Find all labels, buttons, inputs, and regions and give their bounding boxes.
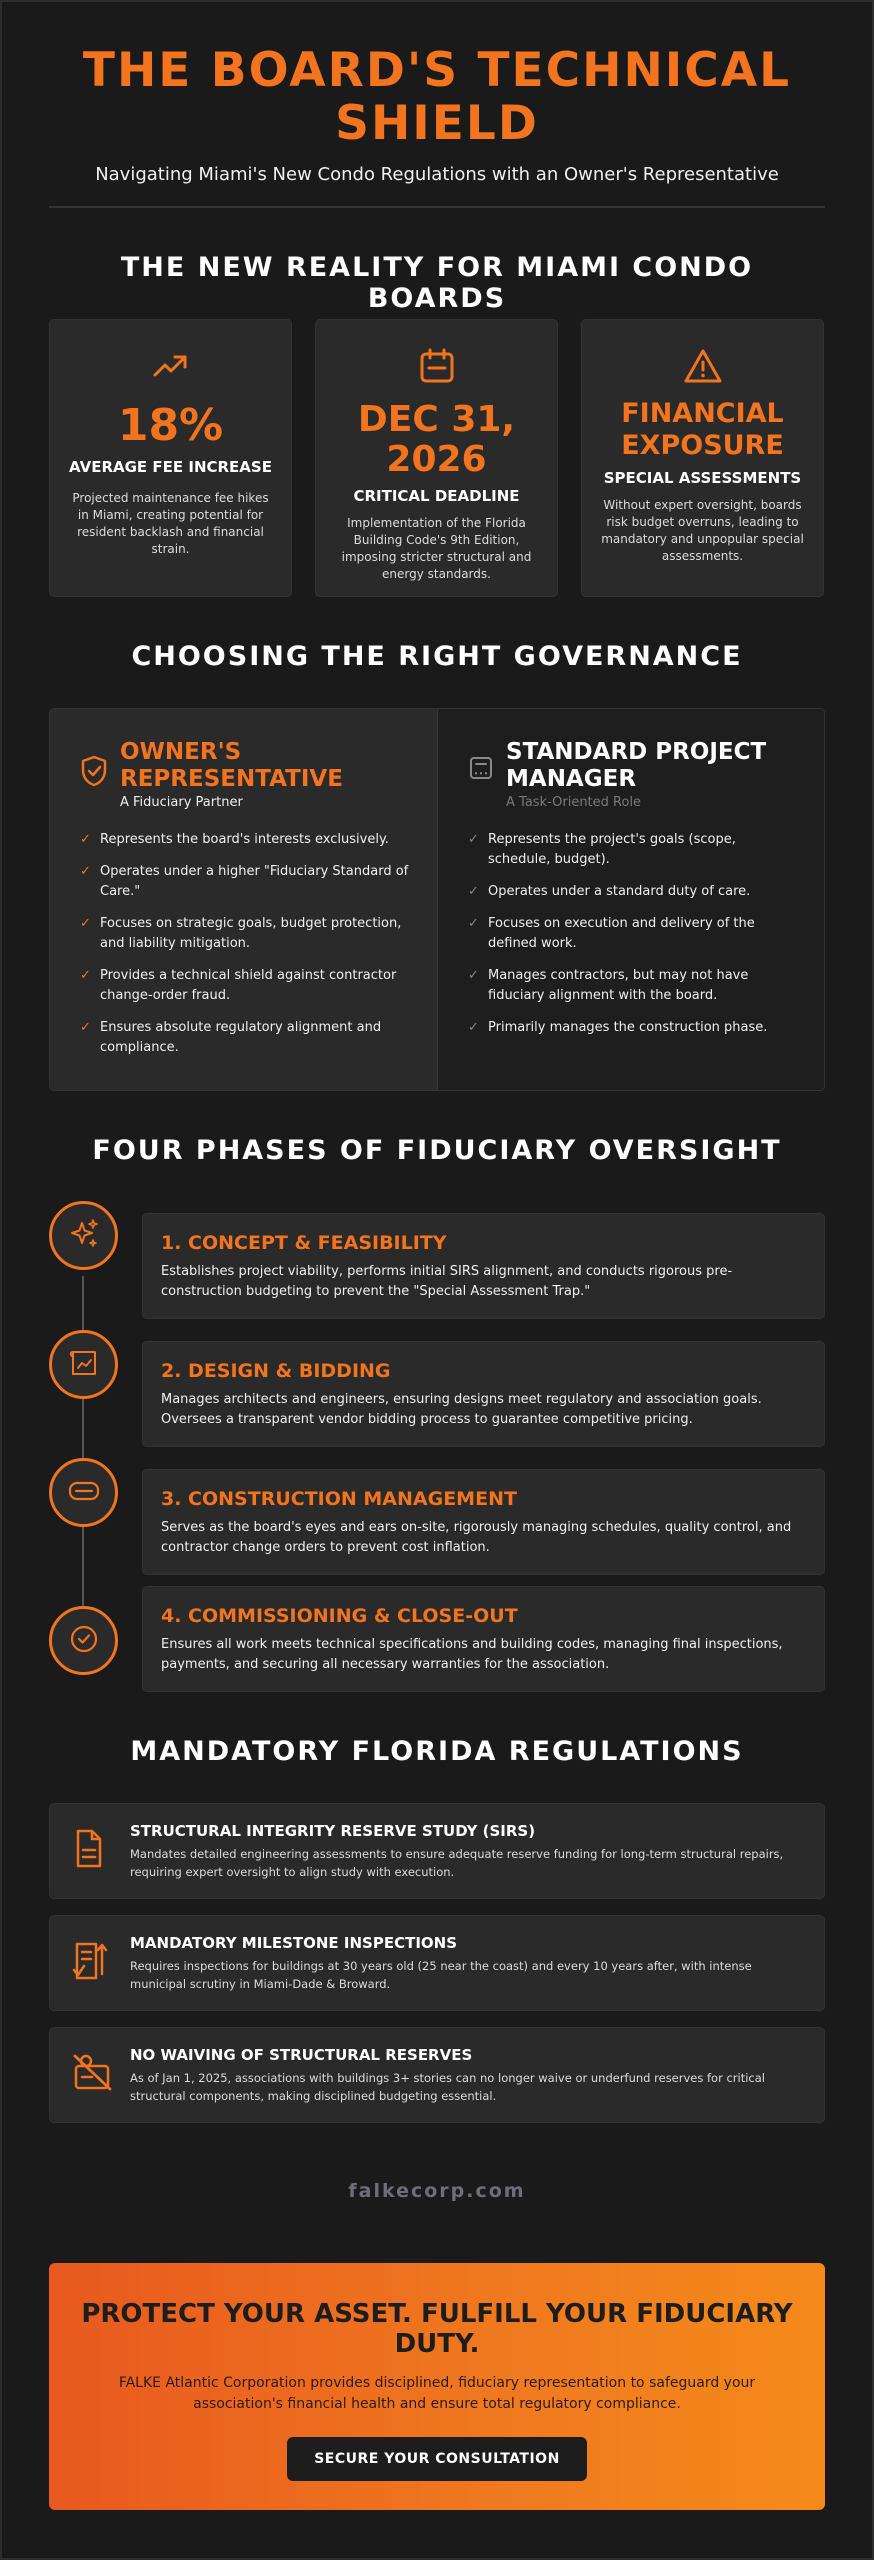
stat-value: DEC 31, 2026 — [357, 399, 516, 480]
owner-representative-column — [50, 709, 438, 1090]
stat-description: Implementation of the Florida Building Code's 9th Edition, imposing stricter structural and energy standards. — [341, 516, 532, 581]
governance-section-title: CHOOSING THE RIGHT GOVERNANCE — [131, 641, 743, 672]
hero — [49, 44, 825, 185]
list-item: ✓ Focuses on execution and delivery of the defined work. — [468, 914, 798, 954]
blueprint-icon — [68, 1348, 100, 1382]
phase-card-concept — [142, 1213, 825, 1319]
check-icon: ✓ — [468, 884, 479, 899]
check-icon: ✓ — [468, 832, 479, 847]
cta-banner — [49, 2263, 825, 2510]
inspection-checklist-icon — [72, 1940, 112, 1986]
secure-consultation-button[interactable]: SECURE YOUR CONSULTATION — [287, 2437, 587, 2481]
phase-title: 4. COMMISSIONING & CLOSE-OUT — [161, 1605, 518, 1627]
check-icon: ✓ — [80, 1020, 91, 1035]
regulation-card-reserves — [49, 2027, 825, 2123]
phase-description: Establishes project viability, performs initial SIRS alignment, and conducts rigorous pre-construction budgeting to prevent the "Special Assessment Trap." — [161, 1264, 733, 1299]
stat-card-fee-increase — [49, 319, 292, 597]
regulation-description: Requires inspections for buildings at 30 years old (25 near the coast) and every 10 years after, with intense municipal scrutiny in Miami-Dade & Broward. — [130, 1959, 752, 1991]
list-item: ✓ Primarily manages the construction phase. — [468, 1018, 798, 1038]
document-icon — [72, 1828, 106, 1874]
standard-pm-subtitle: A Task-Oriented Role — [506, 795, 642, 810]
list-item: ✓ Focuses on strategic goals, budget protection, and liability mitigation. — [80, 914, 409, 954]
regulation-description: Mandates detailed engineering assessments to ensure adequate reserve funding for long-term structural repairs, requiring expert oversight to align study with execution. — [130, 1847, 784, 1879]
list-item: ✓ Represents the board's interests exclusively. — [80, 830, 409, 850]
check-icon: ✓ — [80, 968, 91, 983]
check-icon: ✓ — [80, 916, 91, 931]
regulation-card-sirs — [49, 1803, 825, 1899]
regulation-title: MANDATORY MILESTONE INSPECTIONS — [130, 1934, 458, 1952]
regulation-title: NO WAIVING OF STRUCTURAL RESERVES — [130, 2046, 473, 2064]
stat-description: Projected maintenance fee hikes in Miami, creating potential for resident backlash and financial strain. — [72, 491, 269, 556]
sparkles-icon — [67, 1217, 101, 1255]
phase-description: Ensures all work meets technical specifications and building codes, managing final inspections, payments, and securing all necessary warranties for the association. — [161, 1637, 783, 1672]
check-icon: ✓ — [80, 832, 91, 847]
phase-title: 2. DESIGN & BIDDING — [161, 1360, 391, 1382]
clipboard-icon — [468, 739, 494, 785]
stat-label: SPECIAL ASSESSMENTS — [603, 469, 802, 487]
stat-card-financial-exposure — [581, 319, 824, 597]
warning-triangle-icon — [683, 348, 723, 388]
brand-link[interactable]: falkecorp.com — [348, 2180, 526, 2202]
governance-comparison — [49, 708, 825, 1091]
list-item: ✓ Represents the project's goals (scope, schedule, budget). — [468, 830, 798, 870]
calendar-icon — [418, 347, 456, 389]
page-subtitle: Navigating Miami's New Condo Regulations with an Owner's Representative — [95, 164, 779, 185]
shield-check-icon — [80, 739, 108, 791]
check-circle-icon — [69, 1624, 99, 1658]
regulations-section-title: MANDATORY FLORIDA REGULATIONS — [130, 1736, 744, 1767]
no-waiver-icon — [72, 2052, 114, 2096]
stat-value: 18% — [117, 400, 224, 451]
regulation-card-milestone — [49, 1915, 825, 2011]
stat-description: Without expert oversight, boards risk budget overruns, leading to mandatory and unpopular special assessments. — [601, 498, 804, 563]
stat-label: AVERAGE FEE INCREASE — [69, 458, 272, 476]
stat-card-critical-deadline — [315, 319, 558, 597]
standard-pm-title: STANDARD PROJECT MANAGER — [506, 739, 767, 792]
reality-section-title: THE NEW REALITY FOR MIAMI CONDO BOARDS — [120, 252, 754, 314]
phase-icon-wrapper — [49, 1458, 118, 1527]
list-item: ✓ Provides a technical shield against contractor change-order fraud. — [80, 966, 409, 1006]
phase-description: Serves as the board's eyes and ears on-site, rigorously managing schedules, quality control, and contractor change orders to prevent cost inflation. — [161, 1520, 792, 1555]
cta-title: PROTECT YOUR ASSET. FULFILL YOUR FIDUCIARY DUTY. — [81, 2299, 793, 2359]
phase-title: 1. CONCEPT & FEASIBILITY — [161, 1232, 447, 1254]
list-item: ✓ Manages contractors, but may not have fiduciary alignment with the board. — [468, 966, 798, 1006]
phase-card-construction — [142, 1469, 825, 1575]
hard-hat-icon — [67, 1480, 101, 1506]
phase-card-design — [142, 1341, 825, 1447]
phase-description: Manages architects and engineers, ensuring designs meet regulatory and association goals. Oversees a transparent vendor bidding process to guarantee competitive pricing. — [161, 1392, 762, 1427]
check-icon: ✓ — [468, 916, 479, 931]
phase-title: 3. CONSTRUCTION MANAGEMENT — [161, 1488, 517, 1510]
owner-rep-subtitle: A Fiduciary Partner — [120, 795, 243, 810]
timeline-line — [82, 1276, 84, 1606]
standard-pm-column — [438, 709, 825, 1090]
list-item: ✓ Operates under a standard duty of care. — [468, 882, 798, 902]
owner-rep-title: OWNER'S REPRESENTATIVE — [120, 739, 343, 792]
stat-value: FINANCIAL EXPOSURE — [621, 398, 784, 461]
check-icon: ✓ — [80, 864, 91, 879]
regulation-description: As of Jan 1, 2025, associations with buildings 3+ stories can no longer waive or underfund reserves for critical structural components, making disciplined budgeting essential. — [130, 2071, 765, 2103]
hero-divider — [49, 206, 825, 208]
phase-icon-wrapper — [49, 1606, 118, 1675]
check-icon: ✓ — [468, 1020, 479, 1035]
phase-icon-wrapper — [49, 1330, 118, 1399]
list-item: ✓ Ensures absolute regulatory alignment and compliance. — [80, 1018, 409, 1058]
phase-card-commissioning — [142, 1586, 825, 1692]
cta-description: FALKE Atlantic Corporation provides disciplined, fiduciary representation to safeguard your association's financial health and ensure total regulatory compliance. — [118, 2375, 756, 2412]
page-title: THE BOARD'S TECHNICAL SHIELD — [82, 43, 792, 151]
check-icon: ✓ — [468, 968, 479, 983]
list-item: ✓ Operates under a higher "Fiduciary Standard of Care." — [80, 862, 409, 902]
trending-up-icon — [151, 351, 191, 385]
phase-icon-wrapper — [49, 1201, 118, 1270]
stat-label: CRITICAL DEADLINE — [353, 487, 520, 505]
regulation-title: STRUCTURAL INTEGRITY RESERVE STUDY (SIRS) — [130, 1822, 536, 1840]
phases-section-title: FOUR PHASES OF FIDUCIARY OVERSIGHT — [92, 1135, 782, 1166]
